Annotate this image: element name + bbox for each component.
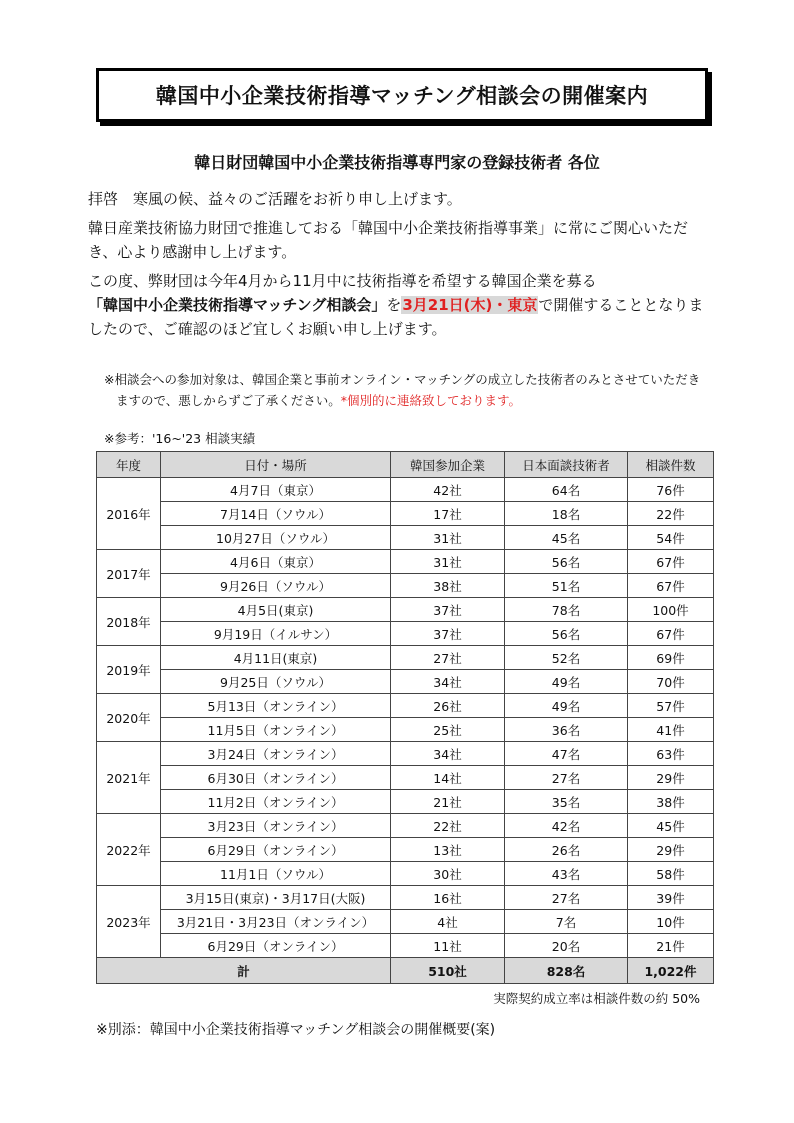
engineers-cell: 36名 (505, 718, 628, 742)
results-table (96, 451, 714, 984)
event-date-place: 3月21日(木)・東京 (402, 296, 538, 314)
companies-cell: 4社 (391, 910, 505, 934)
companies-cell: 14社 (391, 766, 505, 790)
note-line1: ※相談会への参加対象は、韓国企業と事前オンライン・マッチングの成立した技術者のみとさせていただき (104, 372, 701, 387)
year-cell: 2017年 (97, 550, 161, 598)
date-place-cell: 3月23日（オンライン） (161, 814, 391, 838)
consultations-cell: 69件 (628, 646, 714, 670)
date-place-cell: 7月14日（ソウル） (161, 502, 391, 526)
engineers-cell: 7名 (505, 910, 628, 934)
companies-cell: 26社 (391, 694, 505, 718)
reference-label: ※参考：'16~'23 相談実績 (104, 431, 256, 446)
announcement-line1: この度、弊財団は今年4月から11月中に技術指導を希望する韓国企業を募る (88, 272, 597, 290)
engineers-cell: 78名 (505, 598, 628, 622)
contract-rate-note: 実際契約成立率は相談件数の約 50% (493, 991, 700, 1006)
table-row (97, 862, 714, 886)
companies-cell: 16社 (391, 886, 505, 910)
engineers-cell: 64名 (505, 478, 628, 502)
year-cell: 2019年 (97, 646, 161, 694)
table-row (97, 502, 714, 526)
attachment-note: ※別添：韓国中小企業技術指導マッチング相談会の開催概要(案) (96, 1022, 496, 1038)
companies-cell: 37社 (391, 598, 505, 622)
header-japanese-engineers: 日本面談技術者 (505, 452, 628, 478)
table-row (97, 646, 714, 670)
announcement-connector: を (386, 296, 402, 314)
companies-cell: 31社 (391, 550, 505, 574)
date-place-cell: 9月19日（イルサン） (161, 622, 391, 646)
date-place-cell: 6月29日（オンライン） (161, 838, 391, 862)
consultations-cell: 76件 (628, 478, 714, 502)
engineers-cell: 35名 (505, 790, 628, 814)
table-row (97, 838, 714, 862)
date-place-cell: 5月13日（オンライン） (161, 694, 391, 718)
table-row (97, 718, 714, 742)
companies-cell: 34社 (391, 742, 505, 766)
note-line2: ますので、悪しからずご了承ください。 (116, 393, 341, 408)
document-title-box (96, 68, 708, 122)
header-consultations: 相談件数 (628, 452, 714, 478)
event-name: 「韓国中小企業技術指導マッチング相談会」 (88, 296, 387, 314)
consultations-cell: 70件 (628, 670, 714, 694)
addressee: 韓日財団韓国中小企業技術指導専門家の登録技術者 各位 (194, 153, 600, 172)
appreciation-paragraph: 韓日産業技術協力財団で推進しておる「韓国中小企業技術指導事業」に常にご関心いただき、心より感謝申し上げます。 (88, 219, 689, 261)
table-row (97, 622, 714, 646)
date-place-cell: 9月26日（ソウル） (161, 574, 391, 598)
date-place-cell: 6月29日（オンライン） (161, 934, 391, 958)
total-consultations: 1,022件 (628, 958, 714, 984)
engineers-cell: 26名 (505, 838, 628, 862)
companies-cell: 31社 (391, 526, 505, 550)
engineers-cell: 27名 (505, 766, 628, 790)
note-individual-contact: *個別的に連絡致しております。 (340, 393, 522, 408)
consultations-cell: 63件 (628, 742, 714, 766)
table-total-row (97, 958, 714, 984)
table-row (97, 934, 714, 958)
companies-cell: 11社 (391, 934, 505, 958)
table-row (97, 742, 714, 766)
consultations-cell: 22件 (628, 502, 714, 526)
table-row (97, 550, 714, 574)
consultations-cell: 39件 (628, 886, 714, 910)
companies-cell: 27社 (391, 646, 505, 670)
date-place-cell: 11月2日（オンライン） (161, 790, 391, 814)
consultations-cell: 29件 (628, 766, 714, 790)
date-place-cell: 11月5日（オンライン） (161, 718, 391, 742)
engineers-cell: 42名 (505, 814, 628, 838)
announcement-rest: で開催することとなりましたので、ご確認のほど宜しくお願い申し上げます。 (88, 296, 704, 338)
date-place-cell: 9月25日（ソウル） (161, 670, 391, 694)
engineers-cell: 20名 (505, 934, 628, 958)
document-title: 韓国中小企業技術指導マッチング相談会の開催案内 (155, 84, 649, 108)
engineers-cell: 52名 (505, 646, 628, 670)
year-cell: 2020年 (97, 694, 161, 742)
consultations-cell: 41件 (628, 718, 714, 742)
date-place-cell: 3月24日（オンライン） (161, 742, 391, 766)
table-row (97, 790, 714, 814)
consultations-cell: 45件 (628, 814, 714, 838)
engineers-cell: 49名 (505, 694, 628, 718)
year-cell: 2016年 (97, 478, 161, 550)
date-place-cell: 10月27日（ソウル） (161, 526, 391, 550)
year-cell: 2021年 (97, 742, 161, 814)
header-date-place: 日付・場所 (161, 452, 391, 478)
date-place-cell: 4月11日(東京) (161, 646, 391, 670)
consultations-cell: 67件 (628, 550, 714, 574)
date-place-cell: 4月6日（東京） (161, 550, 391, 574)
companies-cell: 21社 (391, 790, 505, 814)
consultations-cell: 10件 (628, 910, 714, 934)
engineers-cell: 43名 (505, 862, 628, 886)
date-place-cell: 4月5日(東京) (161, 598, 391, 622)
date-place-cell: 6月30日（オンライン） (161, 766, 391, 790)
date-place-cell: 11月1日（ソウル） (161, 862, 391, 886)
engineers-cell: 56名 (505, 622, 628, 646)
consultations-cell: 29件 (628, 838, 714, 862)
participation-note (104, 369, 704, 411)
table-row (97, 526, 714, 550)
total-label: 計 (97, 958, 391, 984)
table-row (97, 670, 714, 694)
engineers-cell: 56名 (505, 550, 628, 574)
consultations-cell: 57件 (628, 694, 714, 718)
consultations-cell: 54件 (628, 526, 714, 550)
companies-cell: 25社 (391, 718, 505, 742)
engineers-cell: 18名 (505, 502, 628, 526)
total-engineers: 828名 (505, 958, 628, 984)
date-place-cell: 3月15日(東京)・3月17日(大阪) (161, 886, 391, 910)
table-row (97, 814, 714, 838)
header-year: 年度 (97, 452, 161, 478)
greeting-paragraph: 拝啓 寒風の候、益々のご活躍をお祈り申し上げます。 (88, 190, 462, 208)
total-companies: 510社 (391, 958, 505, 984)
companies-cell: 22社 (391, 814, 505, 838)
consultations-cell: 38件 (628, 790, 714, 814)
engineers-cell: 47名 (505, 742, 628, 766)
table-row (97, 574, 714, 598)
consultations-cell: 21件 (628, 934, 714, 958)
table-row (97, 694, 714, 718)
table-header-row (97, 452, 714, 478)
year-cell: 2022年 (97, 814, 161, 886)
companies-cell: 17社 (391, 502, 505, 526)
table-row (97, 886, 714, 910)
year-cell: 2018年 (97, 598, 161, 646)
table-row (97, 766, 714, 790)
header-korean-companies: 韓国参加企業 (391, 452, 505, 478)
companies-cell: 37社 (391, 622, 505, 646)
companies-cell: 13社 (391, 838, 505, 862)
engineers-cell: 51名 (505, 574, 628, 598)
year-cell: 2023年 (97, 886, 161, 958)
companies-cell: 42社 (391, 478, 505, 502)
consultations-cell: 67件 (628, 574, 714, 598)
companies-cell: 30社 (391, 862, 505, 886)
engineers-cell: 27名 (505, 886, 628, 910)
table-body (97, 478, 714, 958)
companies-cell: 38社 (391, 574, 505, 598)
date-place-cell: 4月7日（東京） (161, 478, 391, 502)
table-row (97, 598, 714, 622)
consultations-cell: 58件 (628, 862, 714, 886)
announcement-paragraph (88, 269, 708, 341)
companies-cell: 34社 (391, 670, 505, 694)
date-place-cell: 3月21日・3月23日（オンライン） (161, 910, 391, 934)
engineers-cell: 45名 (505, 526, 628, 550)
table-row (97, 478, 714, 502)
consultations-cell: 67件 (628, 622, 714, 646)
consultations-cell: 100件 (628, 598, 714, 622)
table-row (97, 910, 714, 934)
engineers-cell: 49名 (505, 670, 628, 694)
